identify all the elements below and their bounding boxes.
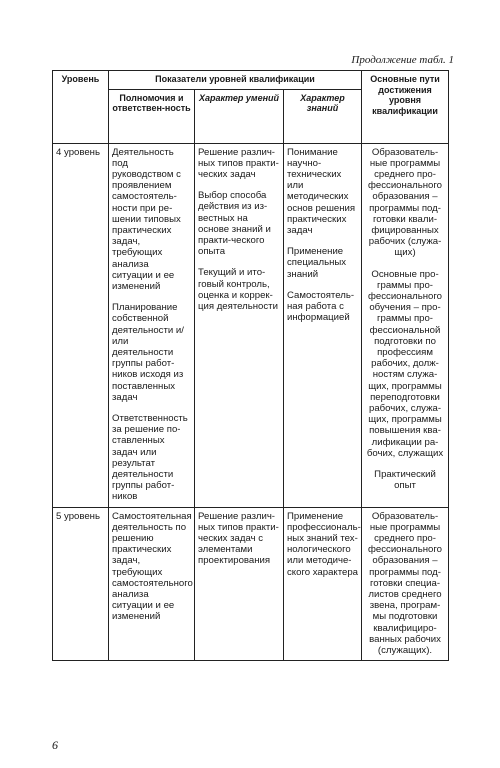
table-row-level-5 [53, 507, 449, 661]
header-knowledge: Характер знаний [284, 89, 362, 143]
authority-paragraph: Планирование собственной деятельности и/или деятельности группы работ-ников исходя из поставленных задач [112, 302, 184, 403]
paths-paragraph: Основные про-граммы про-фессионального обучения – про-граммы про-фессиональной подготовки по профессиям рабочих, долж-ностям служа-щих, программы переподготовки рабочих, служа-щих, программы повышения ква-лификации ра-бочих, служащих [366, 268, 444, 459]
skills-paragraph: Текущий и ито-говый контроль, оценка и коррек-ция деятельности [198, 267, 278, 312]
paths-paragraph: Образователь-ные программы среднего про-фессионального образования – программы под-готовки специа-листов среднего звена, програм-мы подготовки квалифициро-ванных рабочих (служащих). [368, 510, 443, 657]
header-skills: Характер умений [195, 89, 284, 143]
paths-cell [362, 143, 449, 507]
authority-cell [109, 507, 195, 661]
header-authority: Полномочия и ответствен-ность [109, 89, 195, 143]
skills-cell [195, 143, 284, 507]
skills-cell [195, 507, 284, 661]
knowledge-paragraph: Самостоятель-ная работа с информацией [287, 289, 355, 324]
paths-paragraph: Образователь-ные программы среднего про-фессионального образования – программы под-готовки квали-фицированных рабочих (служа-щих) [368, 146, 443, 259]
skills-paragraph: Решение различ-ных типов практи-ческих задач [198, 146, 279, 180]
table-continuation-label: Продолжение табл. 1 [351, 54, 454, 66]
paths-paragraph: Практический опыт [374, 468, 436, 492]
authority-paragraph: Деятельность под руководством с проявлением самостоятель-ности при ре-шении типовых практических задач, требующих анализа ситуации и ее изменений [112, 146, 181, 292]
level-cell: 4 уровень [53, 143, 109, 507]
table-header-row [53, 71, 449, 90]
header-indicators-group: Показатели уровней квалификации [109, 71, 362, 90]
authority-paragraph: Ответственность за решение по-ставленных задач или результат деятельности группы работ-ников [112, 412, 188, 503]
knowledge-paragraph: Применение специальных знаний [287, 246, 347, 280]
qualification-levels-table [52, 70, 449, 661]
level-cell: 5 уровень [53, 507, 109, 661]
knowledge-paragraph: Применение профессиональ-ных знаний тех-нологического или методиче-ского характера [287, 510, 361, 578]
paths-cell [362, 507, 449, 661]
table-row-level-4 [53, 143, 449, 507]
authority-cell [109, 143, 195, 507]
header-paths: Основные пути достижения уровня квалификации [362, 71, 449, 144]
page-number: 6 [52, 738, 58, 752]
header-level: Уровень [53, 71, 109, 144]
skills-paragraph: Решение различ-ных типов практи-ческих задач с элементами проектирования [198, 510, 279, 567]
skills-paragraph: Выбор способа действия из из-вестных на основе знаний и практи-ческого опыта [198, 190, 271, 258]
authority-paragraph: Самостоятельная деятельность по решению практических задач, требующих самостоятельного анализа ситуации и ее изменений [112, 510, 193, 623]
knowledge-cell [284, 143, 362, 507]
knowledge-cell [284, 507, 362, 661]
knowledge-paragraph: Понимание научно-технических или методических основ решения практических задач [287, 146, 356, 236]
